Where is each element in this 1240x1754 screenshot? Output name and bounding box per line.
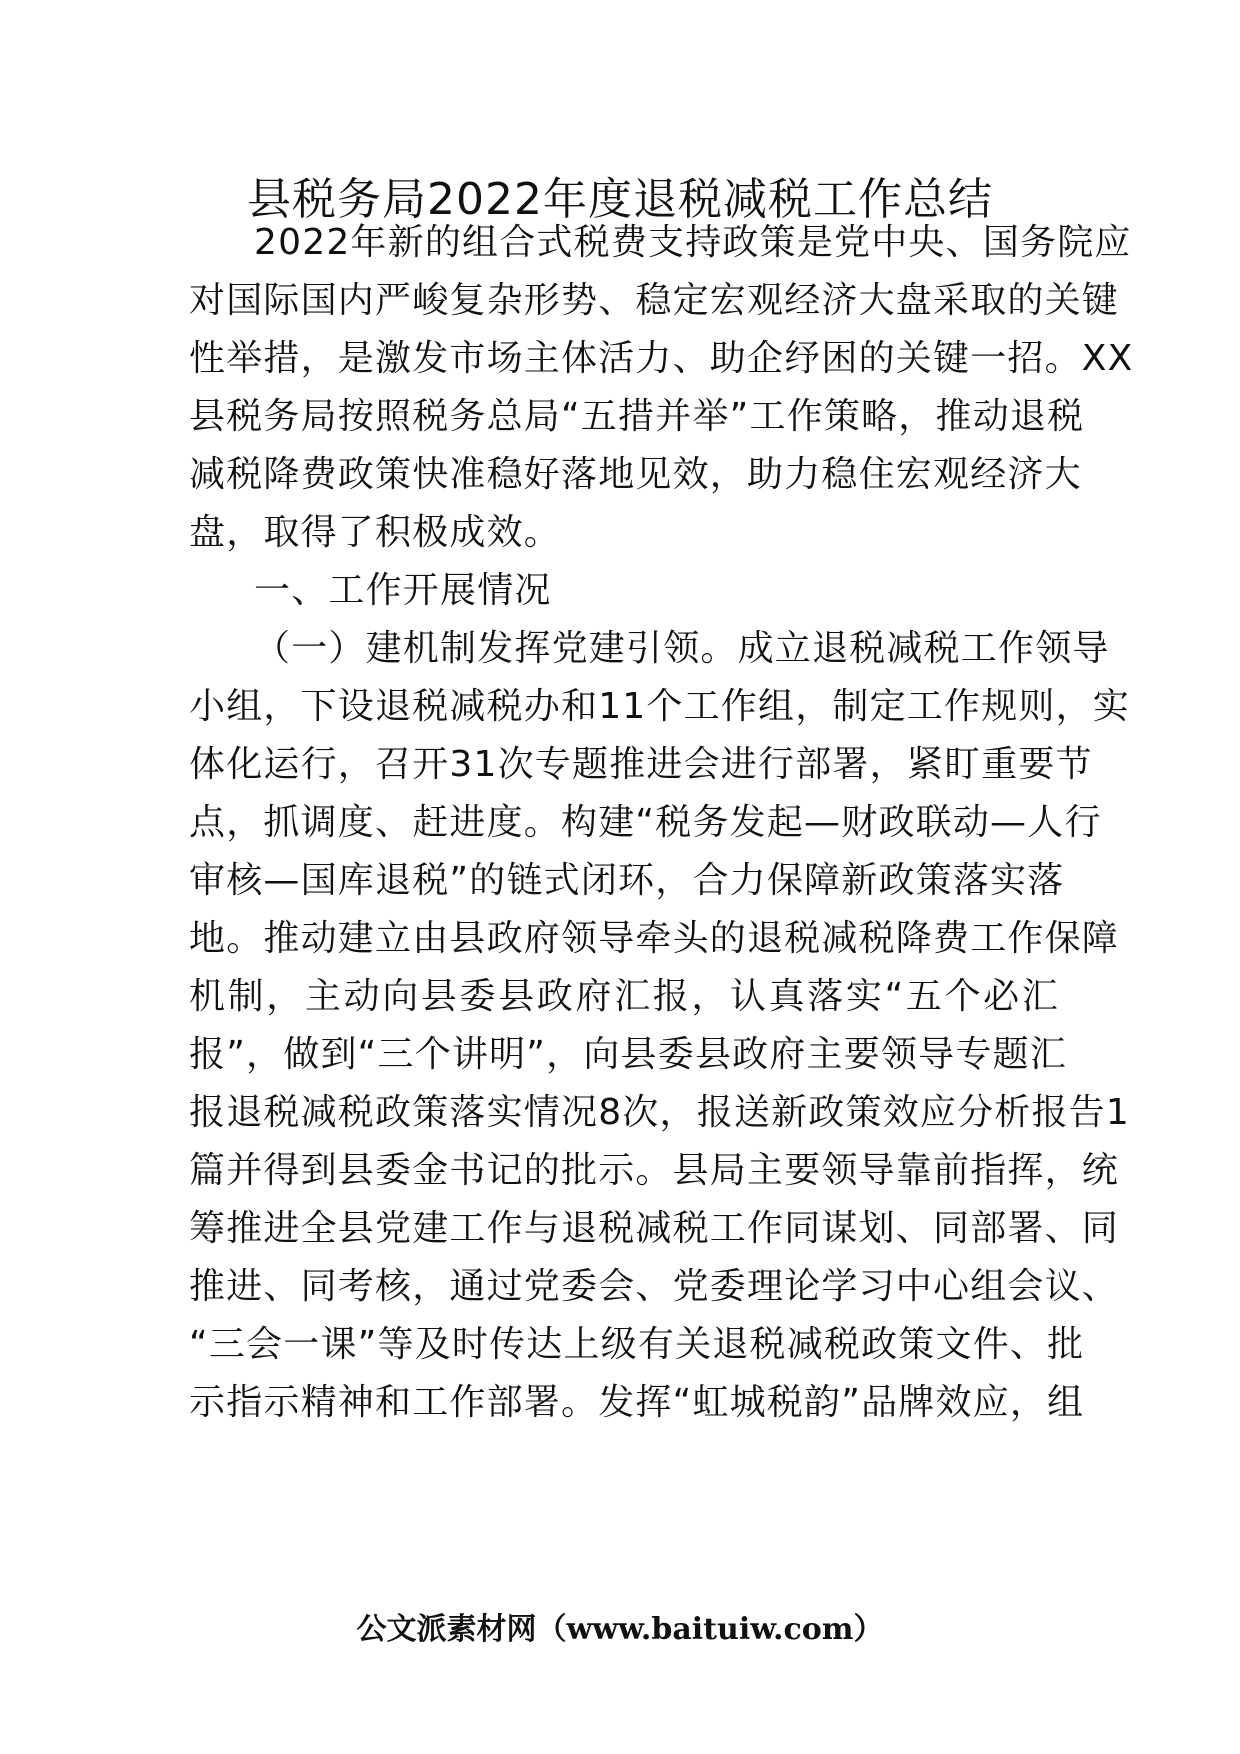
- body-line: 机制，主动向县委县政府汇报，认真落实“五个必汇: [189, 976, 1059, 1017]
- body-line: 性举措，是激发市场主体活力、助企纾困的关键一招。XX: [189, 338, 1134, 379]
- body-line: （一）建机制发挥党建引领。成立退税减税工作领导: [254, 628, 1110, 669]
- watermark-footer: 公文派素材网（www.baituiw.com）: [356, 1612, 884, 1647]
- body-line: 审核—国库退税”的链式闭环，合力保障新政策落实落: [189, 860, 1065, 901]
- body-line: 减税降费政策快准稳好落地见效，助力稳住宏观经济大: [189, 454, 1082, 495]
- body-line: 报”，做到“三个讲明”，向县委县政府主要领导专题汇: [189, 1034, 1067, 1075]
- body-line: 盘，取得了积极成效。: [189, 512, 562, 553]
- body-line: “三会一课”等及时传达上级有关退税减税政策文件、批: [189, 1324, 1085, 1365]
- document-title: 县税务局2022年度退税减税工作总结: [247, 174, 993, 225]
- body-line: 体化运行，召开31次专题推进会进行部署，紧盯重要节: [189, 744, 1093, 785]
- body-line: 对国际国内严峻复杂形势、稳定宏观经济大盘采取的关键: [189, 280, 1120, 321]
- body-line: 篇并得到县委金书记的批示。县局主要领导靠前指挥，统: [189, 1150, 1120, 1191]
- body-line: 县税务局按照税务总局“五措并举”工作策略，推动退税: [189, 396, 1085, 437]
- body-line: 推进、同考核，通过党委会、党委理论学习中心组会议、: [189, 1266, 1120, 1307]
- body-line: 示指示精神和工作部署。发挥“虹城税韵”品牌效应，组: [189, 1382, 1085, 1423]
- body-line: 地。推动建立由县政府领导牵头的退税减税降费工作保障: [189, 918, 1120, 959]
- section-heading: 一、工作开展情况: [254, 570, 552, 611]
- body-line: 点，抓调度、赶进度。构建“税务发起—财政联动—人行: [189, 802, 1102, 843]
- body-line: 小组，下设退税减税办和11个工作组，制定工作规则，实: [189, 686, 1131, 727]
- body-line: 筹推进全县党建工作与退税减税工作同谋划、同部署、同: [189, 1208, 1120, 1249]
- body-line: 报退税减税政策落实情况8次，报送新政策效应分析报告1: [189, 1092, 1131, 1133]
- body-line: 2022年新的组合式税费支持政策是党中央、国务院应: [254, 222, 1132, 263]
